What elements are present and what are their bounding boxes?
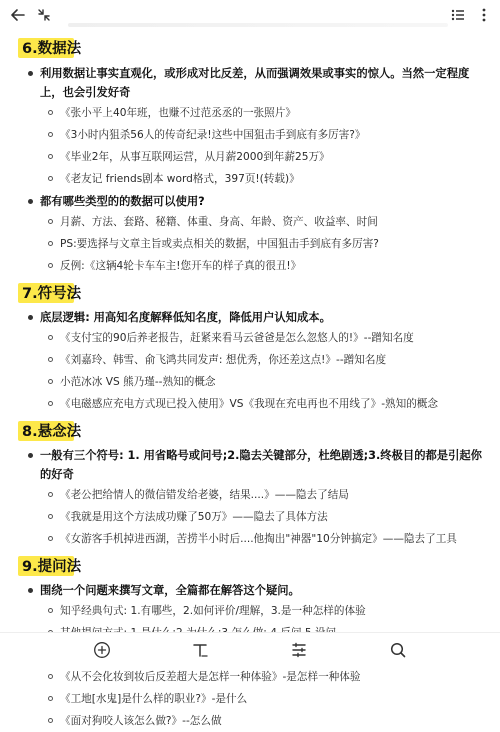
list-item [0,528,500,550]
list-item [0,308,500,327]
document-body [0,30,500,727]
section-heading [0,279,500,306]
bullet-text: 《面对狗咬人该怎么做?》--怎么做 [60,715,222,727]
list-item [0,327,500,349]
list-item [0,211,500,233]
back-arrow-icon[interactable] [8,5,28,25]
list-item [0,146,500,168]
more-icon[interactable] [474,5,494,25]
section-heading [0,417,500,444]
add-icon[interactable] [92,640,112,660]
section-title: 7.符号法 [22,286,82,302]
bullet-text: 一般有三个符号: 1. 用省略号或问号;2.隐去关键部分，杜绝剧透;3.终极目的都是引起你的好奇 [40,449,482,481]
bullet-text: 《张小平上40年班，也赚不过范丞丞的一张照片》 [60,107,296,119]
list-item [0,64,500,102]
list-item [0,666,500,688]
list-item [0,233,500,255]
bullet-text: 《女游客手机掉进西湖，苦捞半小时后....他掏出"神器"10分钟搞定》——隐去了工具 [60,533,457,545]
bullet-text: 知乎经典句式: 1.有哪些，2.如何评价/理解，3.是一种怎样的体验 [60,605,366,617]
list-item [0,484,500,506]
bullet-text: 底层逻辑: 用高知名度解释低知名度，降低用户认知成本。 [40,311,331,324]
text-format-icon[interactable] [190,640,210,660]
section-heading [0,34,500,61]
bullet-text: 《支付宝的90后养老报告，赶紧来看马云爸爸是怎么忽悠人的!》--蹭知名度 [60,332,414,344]
bullet-text: 《工地[水鬼]是什么样的职业?》-是什么 [60,693,248,705]
list-item [0,446,500,484]
list-icon[interactable] [448,5,468,25]
list-item [0,600,500,622]
section-data-method [0,34,500,277]
bullet-text: 《刘嘉玲、韩雪、俞飞鸿共同发声: 想优秀，你还差这点!》--蹭知名度 [60,354,387,366]
list-format-icon[interactable] [289,640,309,660]
bullet-text: 围绕一个问题来撰写文章，全篇都在解答这个疑问。 [40,584,300,597]
list-item [0,124,500,146]
bullet-text: 《3小时内狙杀56人的传奇纪录!这些中国狙击手到底有多厉害?》 [60,129,366,141]
bullet-text: 《老友记 friends剧本 word格式，397页!(转载)》 [60,173,300,185]
bullet-text: 都有哪些类型的的数据可以使用? [40,195,205,208]
section-symbol-method [0,279,500,415]
bullet-text: 《老公把给情人的微信错发给老婆，结果....》——隐去了结局 [60,489,349,501]
list-item [0,581,500,600]
list-item [0,255,500,277]
section-suspense-method [0,417,500,550]
collapse-icon[interactable] [34,5,54,25]
faded-title-placeholder [68,23,448,27]
bullet-text: 利用数据让事实直观化，或形成对比反差，从而强调效果或事实的惊人。当然一定程度上，也会引发好奇 [40,67,470,99]
list-item [0,506,500,528]
top-toolbar [0,0,500,30]
bullet-text: 《从不会化妆到妆后反差超大是怎样一种体验》-是怎样一种体验 [60,671,361,683]
list-item [0,710,500,732]
section-title: 9.提问法 [22,559,82,575]
list-item [0,688,500,710]
list-item [0,349,500,371]
list-item [0,192,500,211]
bullet-text: 月薪、方法、套路、秘籍、体重、身高、年龄、资产、收益率、时间 [60,216,378,228]
search-icon[interactable] [388,640,408,660]
bullet-text: 反例:《这辆4轮卡车车主!您开车的样子真的很丑!》 [60,260,302,272]
bullet-text: 《我就是用这个方法成功赚了50万》——隐去了具体方法 [60,511,328,523]
bullet-text: PS:要选择与文章主旨或卖点相关的数据，中国狙击手到底有多厉害? [60,238,379,250]
list-item [0,371,500,393]
section-title: 8.悬念法 [22,424,82,440]
bottom-toolbar [0,632,500,666]
list-item [0,393,500,415]
section-heading [0,552,500,579]
bullet-text: 小范冰冰 VS 熊乃瑾--熟知的概念 [60,376,216,388]
bullet-text: 《电磁感应充电方式现已投入使用》VS《我现在充电再也不用线了》-熟知的概念 [60,398,438,410]
bullet-text: 《毕业2年，从事互联网运营，从月薪2000到年薪25万》 [60,151,330,163]
list-item [0,102,500,124]
section-title: 6.数据法 [22,41,82,57]
list-item [0,168,500,190]
